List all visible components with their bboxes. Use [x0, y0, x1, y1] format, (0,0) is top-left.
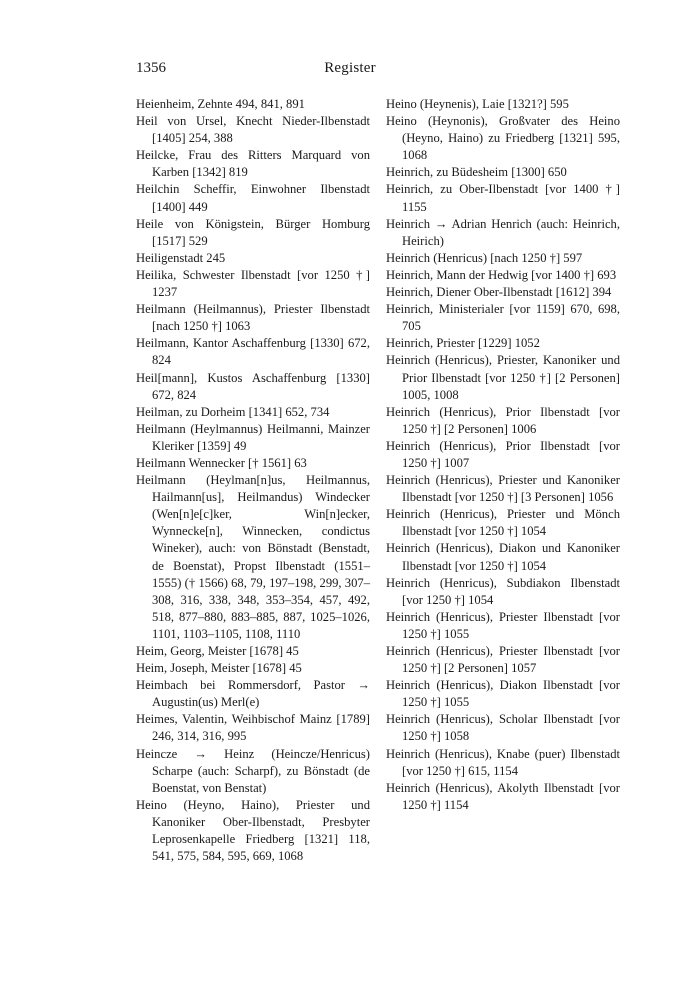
- index-entry: Heim, Georg, Meister [1678] 45: [136, 644, 299, 658]
- index-entry: Heil[mann], Kustos Aschaffenburg [1330] 672, 824: [136, 370, 370, 402]
- index-column-right: [386, 96, 620, 814]
- index-entry: Heinrich, Mann der Hedwig [vor 1400 †] 693: [386, 267, 617, 282]
- index-entry: Heilmann, Kantor Aschaffenburg [1330] 672, 824: [136, 336, 370, 368]
- page-number: 1356: [136, 60, 166, 76]
- index-entry: Heiligenstadt 245: [136, 250, 226, 265]
- index-entry: Heinrich (Henricus), Akolyth Ilbenstadt [vor 1250 †] 1154: [386, 780, 620, 812]
- index-entry: Heimes, Valentin, Weihbischof Mainz [1789] 246, 314, 316, 995: [136, 712, 370, 744]
- index-entry: Heinrich (Henricus), Prior Ilbenstadt [vor 1250 †] 1007: [386, 438, 620, 470]
- index-entry: Heilmann Wennecker [† 1561] 63: [136, 455, 307, 470]
- page-header: [0, 60, 700, 82]
- index-entry: Heimbach bei Rommersdorf, Pastor → Augustin(us) Merl(e): [136, 678, 370, 710]
- index-entry: Heino (Heynonis), Großvater des Heino (Heyno, Haino) zu Friedberg [1321] 595, 1068: [386, 114, 620, 163]
- index-entry: Heinrich → Adrian Henrich (auch: Heinrich, Heirich): [386, 216, 620, 248]
- index-entry: Heinrich (Henricus), Scholar Ilbenstadt [vor 1250 †] 1058: [386, 712, 620, 744]
- index-entry: Heinrich, zu Ober-Ilbenstadt [vor 1400 †] 1155: [386, 182, 620, 214]
- index-entry: Heinrich (Henricus), Subdiakon Ilbenstadt [vor 1250 †] 1054: [386, 575, 620, 607]
- index-entry: Heinrich (Henricus), Knabe (puer) Ilbenstadt [vor 1250 †] 615, 1154: [386, 746, 620, 778]
- index-entry: Heilman, zu Dorheim [1341] 652, 734: [136, 404, 330, 419]
- running-head: Register: [324, 60, 376, 76]
- index-entry: Heilmann (Heylmannus) Heilmanni, Mainzer Kleriker [1359] 49: [136, 421, 370, 453]
- index-entry: Heinrich, Ministerialer [vor 1159] 670, 698, 705: [386, 302, 620, 334]
- index-entry: Heinrich, zu Büdesheim [1300] 650: [386, 165, 567, 180]
- index-entry: Heino (Heyno, Haino), Priester und Kanoniker Ober-Ilbenstadt, Presbyter Leprosenkapelle Friedberg [1321] 118, 541, 575, 584, 595, 669, 1068: [136, 797, 370, 864]
- index-entry: Heinrich (Henricus), Diakon und Kanoniker Ilbenstadt [vor 1250 †] 1054: [386, 541, 620, 573]
- index-entry: Heinrich (Henricus), Priester und Kanoniker Ilbenstadt [vor 1250 †] [3 Personen] 1056: [386, 473, 620, 505]
- index-entry: Heim, Joseph, Meister [1678] 45: [136, 661, 302, 676]
- index-entry: Heincze → Heinz (Heincze/Henricus) Scharpe (auch: Scharpf), zu Bönstadt (de Boenstat, von Benstat): [136, 746, 370, 795]
- index-entry: Heinrich, Diener Ober-Ilbenstadt [1612] 394: [386, 285, 612, 300]
- index-entry: Heilmann (Heylman[n]us, Heilmannus, Hailmann[us], Heilmandus) Windecker (Wen[n]e[c]ker, Win[n]ecker, Wynnecke[n], Winnecken, condictus Wineker), auch: von Bönstadt (Benstadt, de Boenstat), Propst Ilbenstadt (1551–1555) († 1566) 68, 79, 197–198, 299, 307–308, 316, 338, 348, 353–354, 457, 492, 518, 877–880, 883–885, 887, 1025–1026, 1101, 1103–1105, 1108, 1110: [136, 473, 370, 641]
- index-entry: Heino (Heynenis), Laie [1321?] 595: [386, 97, 569, 111]
- index-entry: Heilmann (Heilmannus), Priester Ilbenstadt [nach 1250 †] 1063: [136, 302, 370, 334]
- index-entry: Heile von Königstein, Bürger Homburg [1517] 529: [136, 216, 370, 248]
- index-entry: Heinrich (Henricus), Priester, Kanoniker und Prior Ilbenstadt [vor 1250 †] [2 Personen] 1005, 1008: [386, 353, 620, 402]
- index-entry: Heilika, Schwester Ilbenstadt [vor 1250 †] 1237: [136, 267, 370, 300]
- index-column-left: [136, 96, 370, 865]
- index-entry: Heinrich, Priester [1229] 1052: [386, 336, 540, 351]
- index-entry: Heinrich (Henricus), Priester Ilbenstadt [vor 1250 †] [2 Personen] 1057: [386, 644, 620, 676]
- index-entry: Heinrich (Henricus), Diakon Ilbenstadt [vor 1250 †] 1055: [386, 678, 620, 710]
- index-entry: Heienheim, Zehnte 494, 841, 891: [136, 97, 305, 111]
- index-entry: Heinrich (Henricus), Prior Ilbenstadt [vor 1250 †] [2 Personen] 1006: [386, 404, 620, 436]
- index-entry: Heilchin Scheffir, Einwohner Ilbenstadt [1400] 449: [136, 182, 370, 214]
- index-entry: Heilcke, Frau des Ritters Marquard von Karben [1342] 819: [136, 148, 370, 180]
- index-entry: Heinrich (Henricus) [nach 1250 †] 597: [386, 250, 583, 265]
- index-entry: Heil von Ursel, Knecht Nieder-Ilbenstadt [1405] 254, 388: [136, 114, 370, 146]
- index-entry: Heinrich (Henricus), Priester Ilbenstadt [vor 1250 †] 1055: [386, 609, 620, 641]
- index-entry: Heinrich (Henricus), Priester und Mönch Ilbenstadt [vor 1250 †] 1054: [386, 507, 620, 539]
